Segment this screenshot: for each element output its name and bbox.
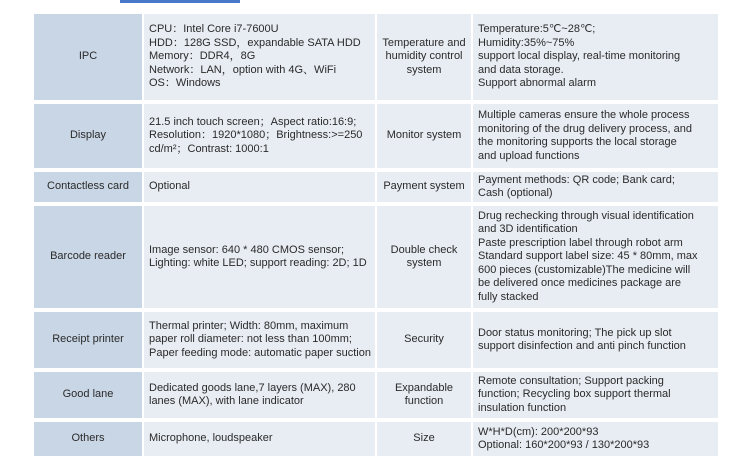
table-row — [34, 206, 718, 308]
spec-value-secondary: Payment methods: QR code; Bank card; Cash (optional) — [473, 172, 718, 202]
spec-label: Others — [34, 422, 144, 456]
spec-value: Thermal printer; Width: 80mm, maximum paper roll diameter: not less than 100mm; Paper feeding mode: automatic paper suction — [144, 312, 377, 368]
spec-value-secondary: Drug rechecking through visual identification and 3D identification Paste prescription label through robot arm Standard support label size: 45 * 80mm, max 600 pieces (customizable)The medicine will be delivered once medicines package are fully stacked — [473, 206, 718, 308]
spec-label: Receipt printer — [34, 312, 144, 368]
spec-value-secondary: W*H*D(cm): 200*200*93 Optional: 160*200*93 / 130*200*93 — [473, 422, 718, 456]
table-row — [34, 372, 718, 418]
spec-label-secondary: Size — [377, 422, 473, 456]
spec-label-secondary: Expandable function — [377, 372, 473, 418]
spec-value-secondary: Door status monitoring; The pick up slot support disinfection and anti pinch function — [473, 312, 718, 368]
table-row — [34, 104, 718, 168]
spec-label-secondary: Payment system — [377, 172, 473, 202]
spec-value-secondary: Remote consultation; Support packing function; Recycling box support thermal insulation function — [473, 372, 718, 418]
header-accent-line — [120, 0, 240, 3]
spec-label: IPC — [34, 14, 144, 100]
table-row — [34, 14, 718, 100]
spec-value-secondary: Temperature:5℃~28℃; Humidity:35%~75% support local display, real-time monitoring and data storage. Support abnormal alarm — [473, 14, 718, 100]
table-row — [34, 422, 718, 456]
spec-value: CPU：Intel Core i7-7600U HDD：128G SSD，expandable SATA HDD Memory：DDR4，8G Network：LAN，option with 4G、WiFi OS：Windows — [144, 14, 377, 100]
table-row — [34, 312, 718, 368]
spec-value: 21.5 inch touch screen；Aspect ratio:16:9; Resolution：1920*1080；Brightness:>=250 cd/m²；Contrast: 1000:1 — [144, 104, 377, 168]
top-bar — [0, 0, 745, 10]
spec-label: Contactless card — [34, 172, 144, 202]
table-row — [34, 172, 718, 202]
spec-label-secondary: Security — [377, 312, 473, 368]
spec-label: Barcode reader — [34, 206, 144, 308]
spec-value: Optional — [144, 172, 377, 202]
spec-label: Display — [34, 104, 144, 168]
spec-label: Good lane — [34, 372, 144, 418]
spec-value: Microphone, loudspeaker — [144, 422, 377, 456]
spec-value-secondary: Multiple cameras ensure the whole process monitoring of the drug delivery process, and the monitoring supports the local storage and upload functions — [473, 104, 718, 168]
spec-label-secondary: Monitor system — [377, 104, 473, 168]
spec-label-secondary: Temperature and humidity control system — [377, 14, 473, 100]
spec-table — [34, 10, 718, 460]
spec-value: Dedicated goods lane,7 layers (MAX), 280 lanes (MAX), with lane indicator — [144, 372, 377, 418]
spec-label-secondary: Double check system — [377, 206, 473, 308]
spec-value: Image sensor: 640 * 480 CMOS sensor; Lighting: white LED; support reading: 2D; 1D — [144, 206, 377, 308]
